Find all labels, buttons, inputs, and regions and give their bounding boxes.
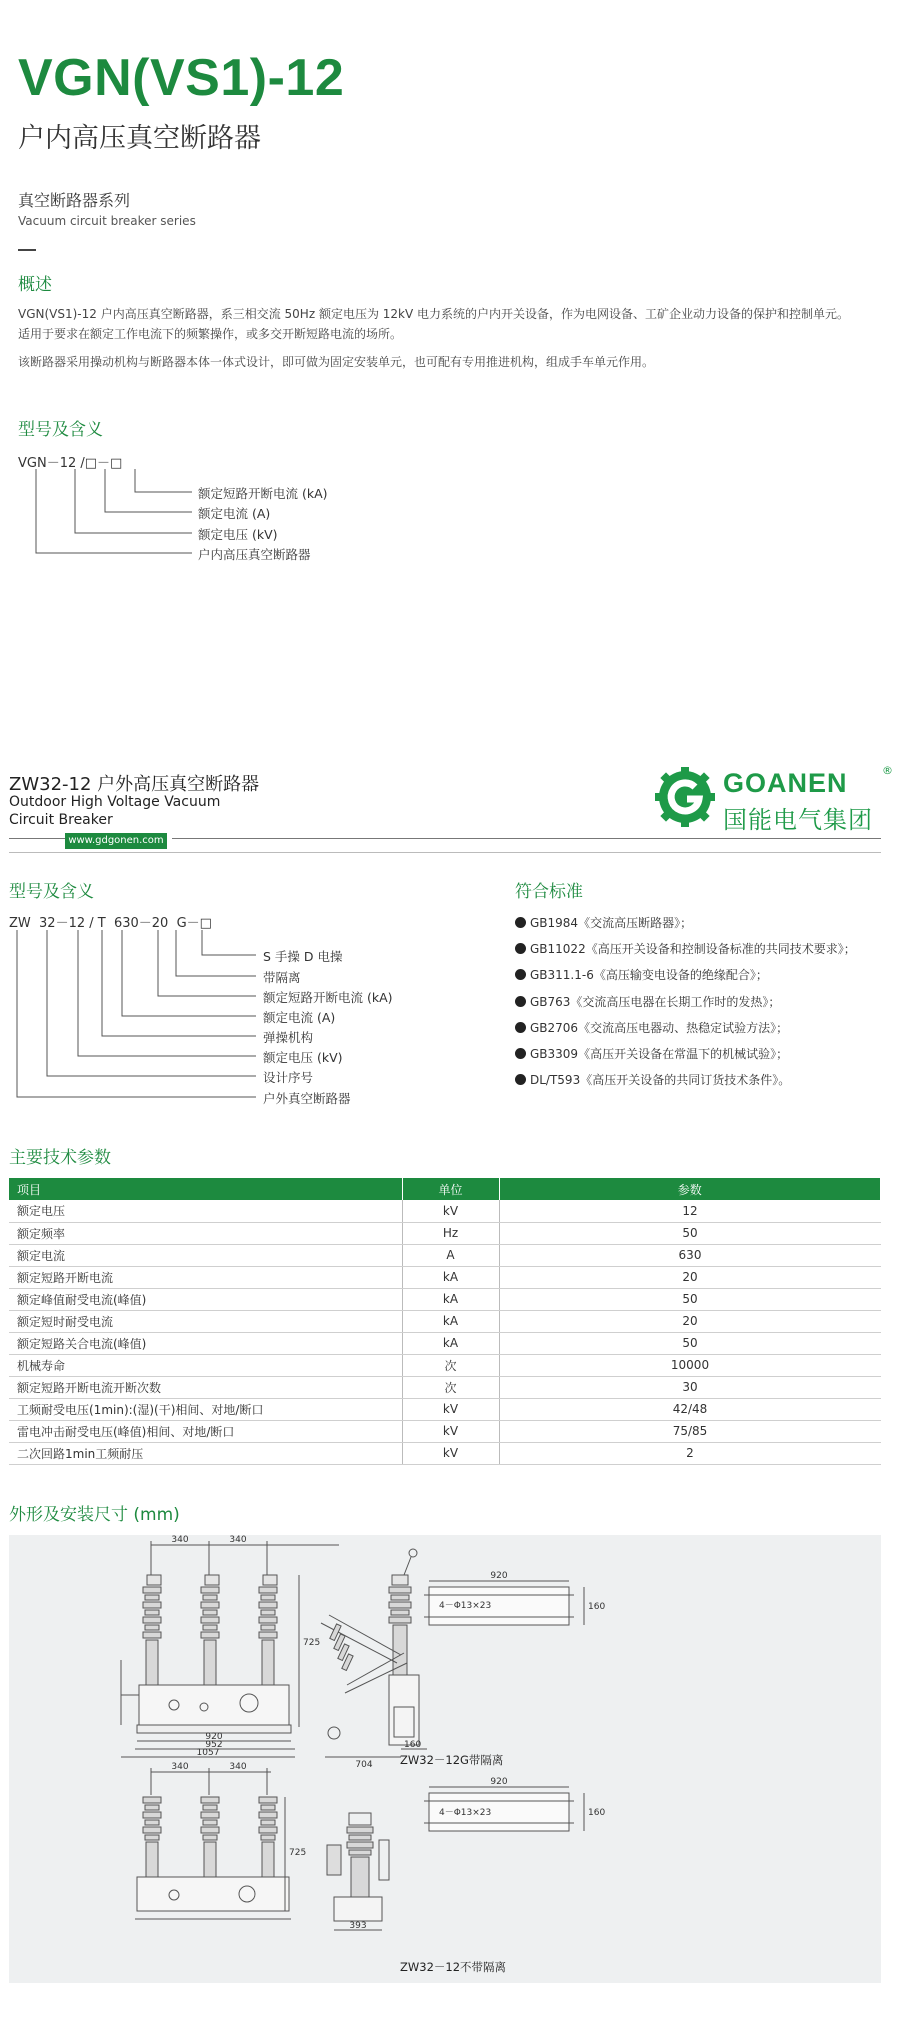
- param-value-cell: 50: [499, 1288, 881, 1310]
- params-heading: 主要技术参数: [9, 1148, 111, 1168]
- front-view-bottom: [135, 1768, 291, 1919]
- model-label-1: 额定短路开断电流 (kA): [198, 486, 328, 501]
- param-name-cell: 额定短路开断电流开断次数: [9, 1376, 402, 1398]
- param-unit-cell: kV: [402, 1200, 499, 1222]
- table-row: [9, 1288, 881, 1310]
- col-header-unit: 单位: [402, 1178, 499, 1200]
- bullet-icon: [515, 943, 526, 954]
- param-value-cell: 42/48: [499, 1398, 881, 1420]
- hole-label-top: 4－Φ13×23: [439, 1601, 492, 1611]
- overview-paragraph-2: 适用于要求在额定工作电流下的频繁操作，或多交开断短路电流的场所。: [18, 327, 403, 341]
- dim-340-right-b: 340: [229, 1762, 247, 1772]
- param-unit-cell: kV: [402, 1420, 499, 1442]
- standard-item: GB763《交流高压电器在长期工作时的发热》；: [515, 993, 780, 1010]
- model-label-3: 额定电压 (kV): [198, 527, 278, 542]
- standard-item: GB1984《交流高压断路器》；: [515, 914, 692, 931]
- param-name-cell: 工频耐受电压(1min):(湿)(干)相间、对地/断口: [9, 1398, 402, 1420]
- dim-725: 725: [303, 1638, 321, 1648]
- page2-model-diagram-lines: [0, 0, 270, 1110]
- dim-920: 920: [205, 1732, 223, 1742]
- param-name-cell: 额定峰值耐受电流(峰值): [9, 1288, 402, 1310]
- dim-704: 704: [355, 1760, 373, 1770]
- param-value-cell: 30: [499, 1376, 881, 1398]
- drawing-caption-top: ZW32－12G带隔离: [400, 1753, 504, 1767]
- table-row: [9, 1442, 881, 1464]
- table-row: [9, 1332, 881, 1354]
- table-row: [9, 1420, 881, 1442]
- param-name-cell: 额定频率: [9, 1222, 402, 1244]
- col-header-value: 参数: [499, 1178, 881, 1200]
- page2-model-label-2: 带隔离: [263, 970, 301, 985]
- dim-725-b: 725: [289, 1848, 307, 1858]
- param-name-cell: 额定短路关合电流(峰值): [9, 1332, 402, 1354]
- dim-952: 952: [205, 1740, 223, 1750]
- param-value-cell: 12: [499, 1200, 881, 1222]
- page2-title: ZW32-12 户外高压真空断路器: [9, 774, 260, 795]
- param-unit-cell: kA: [402, 1310, 499, 1332]
- model-label-4: 户内高压真空断路器: [198, 547, 311, 562]
- drawing-caption-bottom: ZW32－12不带隔离: [400, 1960, 507, 1974]
- table-row: [9, 1376, 881, 1398]
- page2-model-label-7: 设计序号: [263, 1070, 314, 1085]
- param-value-cell: 20: [499, 1266, 881, 1288]
- side-view-bottom: [327, 1813, 389, 1930]
- param-value-cell: 20: [499, 1310, 881, 1332]
- table-row: [9, 1200, 881, 1222]
- page2-model-label-5: 弹操机构: [263, 1030, 314, 1045]
- param-value-cell: 50: [499, 1332, 881, 1354]
- overview-paragraph-1: VGN(VS1)-12 户内高压真空断路器，系三相交流 50Hz 额定电压为 12kV 电力系统的户内开关设备，作为电网设备、工矿企业动力设备的保护和控制单元。: [18, 307, 850, 321]
- dim-920-plan-b: 920: [490, 1777, 508, 1787]
- dim-1057: 1057: [196, 1748, 220, 1758]
- param-name-cell: 雷电冲击耐受电压(峰值)相间、对地/断口: [9, 1420, 402, 1442]
- dim-340-left: 340: [171, 1535, 189, 1545]
- bullet-icon: [515, 1048, 526, 1059]
- param-name-cell: 额定电压: [9, 1200, 402, 1222]
- side-view-top: [321, 1549, 427, 1757]
- page2-model-code: ZW 32－12 / T 630－20 G－□: [9, 916, 212, 931]
- bullet-icon: [515, 969, 526, 980]
- dim-160-plan-b: 160: [588, 1808, 606, 1818]
- product-title: VGN(VS1)-12: [18, 49, 345, 107]
- standard-item: GB2706《交流高压电器动、热稳定试验方法》；: [515, 1019, 788, 1036]
- param-value-cell: 75/85: [499, 1420, 881, 1442]
- param-unit-cell: kV: [402, 1442, 499, 1464]
- param-name-cell: 额定短路开断电流: [9, 1266, 402, 1288]
- param-unit-cell: kA: [402, 1332, 499, 1354]
- param-value-cell: 2: [499, 1442, 881, 1464]
- param-name-cell: 二次回路1min工频耐压: [9, 1442, 402, 1464]
- website-badge[interactable]: www.gdgonen.com: [65, 833, 167, 849]
- dim-160-side: 160: [404, 1740, 422, 1750]
- dims-heading: 外形及安装尺寸 (mm): [9, 1505, 180, 1525]
- product-subtitle: 户内高压真空断路器: [18, 123, 261, 154]
- page2-title-en-1: Outdoor High Voltage Vacuum: [9, 794, 221, 810]
- param-value-cell: 10000: [499, 1354, 881, 1376]
- series-name-cn: 真空断路器系列: [18, 191, 131, 210]
- dim-340-left-b: 340: [171, 1762, 189, 1772]
- dim-920-plan: 920: [490, 1571, 508, 1581]
- table-row: [9, 1266, 881, 1288]
- page2-title-en-2: Circuit Breaker: [9, 812, 113, 828]
- table-header-row: [9, 1178, 881, 1200]
- dim-160-plan: 160: [588, 1602, 606, 1612]
- standards-heading: 符合标准: [515, 882, 583, 902]
- params-table: [9, 1178, 881, 1465]
- table-row: [9, 1398, 881, 1420]
- logo-text-en: GOANEN: [723, 768, 848, 798]
- model-heading: 型号及含义: [18, 420, 103, 440]
- param-unit-cell: kA: [402, 1266, 499, 1288]
- table-row: [9, 1354, 881, 1376]
- logo-text-cn: 国能电气集团: [723, 806, 873, 834]
- dim-393: 393: [349, 1921, 367, 1931]
- standard-item: DL/T593《高压开关设备的共同订货技术条件》。: [515, 1071, 790, 1088]
- param-name-cell: 额定短时耐受电流: [9, 1310, 402, 1332]
- overview-heading: 概述: [18, 275, 52, 295]
- table-row: [9, 1310, 881, 1332]
- hole-label-bottom: 4－Φ13×23: [439, 1808, 492, 1818]
- page2-model-label-3: 额定短路开断电流 (kA): [263, 990, 393, 1005]
- bullet-icon: [515, 1022, 526, 1033]
- model-code: VGN－12 /□－□: [18, 456, 123, 471]
- table-row: [9, 1244, 881, 1266]
- param-value-cell: 50: [499, 1222, 881, 1244]
- param-unit-cell: 次: [402, 1354, 499, 1376]
- param-unit-cell: A: [402, 1244, 499, 1266]
- param-unit-cell: 次: [402, 1376, 499, 1398]
- page2-model-label-4: 额定电流 (A): [263, 1010, 336, 1025]
- page2-model-heading: 型号及含义: [9, 882, 94, 902]
- front-view-top: [121, 1541, 339, 1757]
- bullet-icon: [515, 996, 526, 1007]
- standard-item: GB3309《高压开关设备在常温下的机械试验》；: [515, 1045, 788, 1062]
- page2-model-label-1: S 手操 D 电操: [263, 949, 343, 964]
- page2-model-label-8: 户外真空断路器: [263, 1091, 351, 1106]
- rule-right: [172, 838, 881, 839]
- dim-340-right: 340: [229, 1535, 247, 1545]
- bullet-icon: [515, 917, 526, 928]
- gear-logo-icon: [655, 767, 715, 827]
- series-name-en: Vacuum circuit breaker series: [18, 214, 196, 228]
- page2-model-label-6: 额定电压 (kV): [263, 1050, 343, 1065]
- standard-item: GB11022《高压开关设备和控制设备标准的共同技术要求》；: [515, 940, 856, 957]
- table-row: [9, 1222, 881, 1244]
- bullet-icon: [515, 1074, 526, 1085]
- standard-item: GB311.1-6《高压输变电设备的绝缘配合》；: [515, 966, 768, 983]
- param-unit-cell: kA: [402, 1288, 499, 1310]
- model-label-2: 额定电流 (A): [198, 506, 271, 521]
- col-header-item: 项目: [9, 1178, 402, 1200]
- param-value-cell: 630: [499, 1244, 881, 1266]
- logo-registered-mark: ®: [882, 764, 893, 777]
- param-unit-cell: kV: [402, 1398, 499, 1420]
- param-unit-cell: Hz: [402, 1222, 499, 1244]
- param-name-cell: 额定电流: [9, 1244, 402, 1266]
- overview-paragraph-3: 该断路器采用操动机构与断路器本体一体式设计，即可做为固定安装单元，也可配有专用推进机构，组成手车单元作用。: [18, 355, 655, 369]
- param-name-cell: 机械寿命: [9, 1354, 402, 1376]
